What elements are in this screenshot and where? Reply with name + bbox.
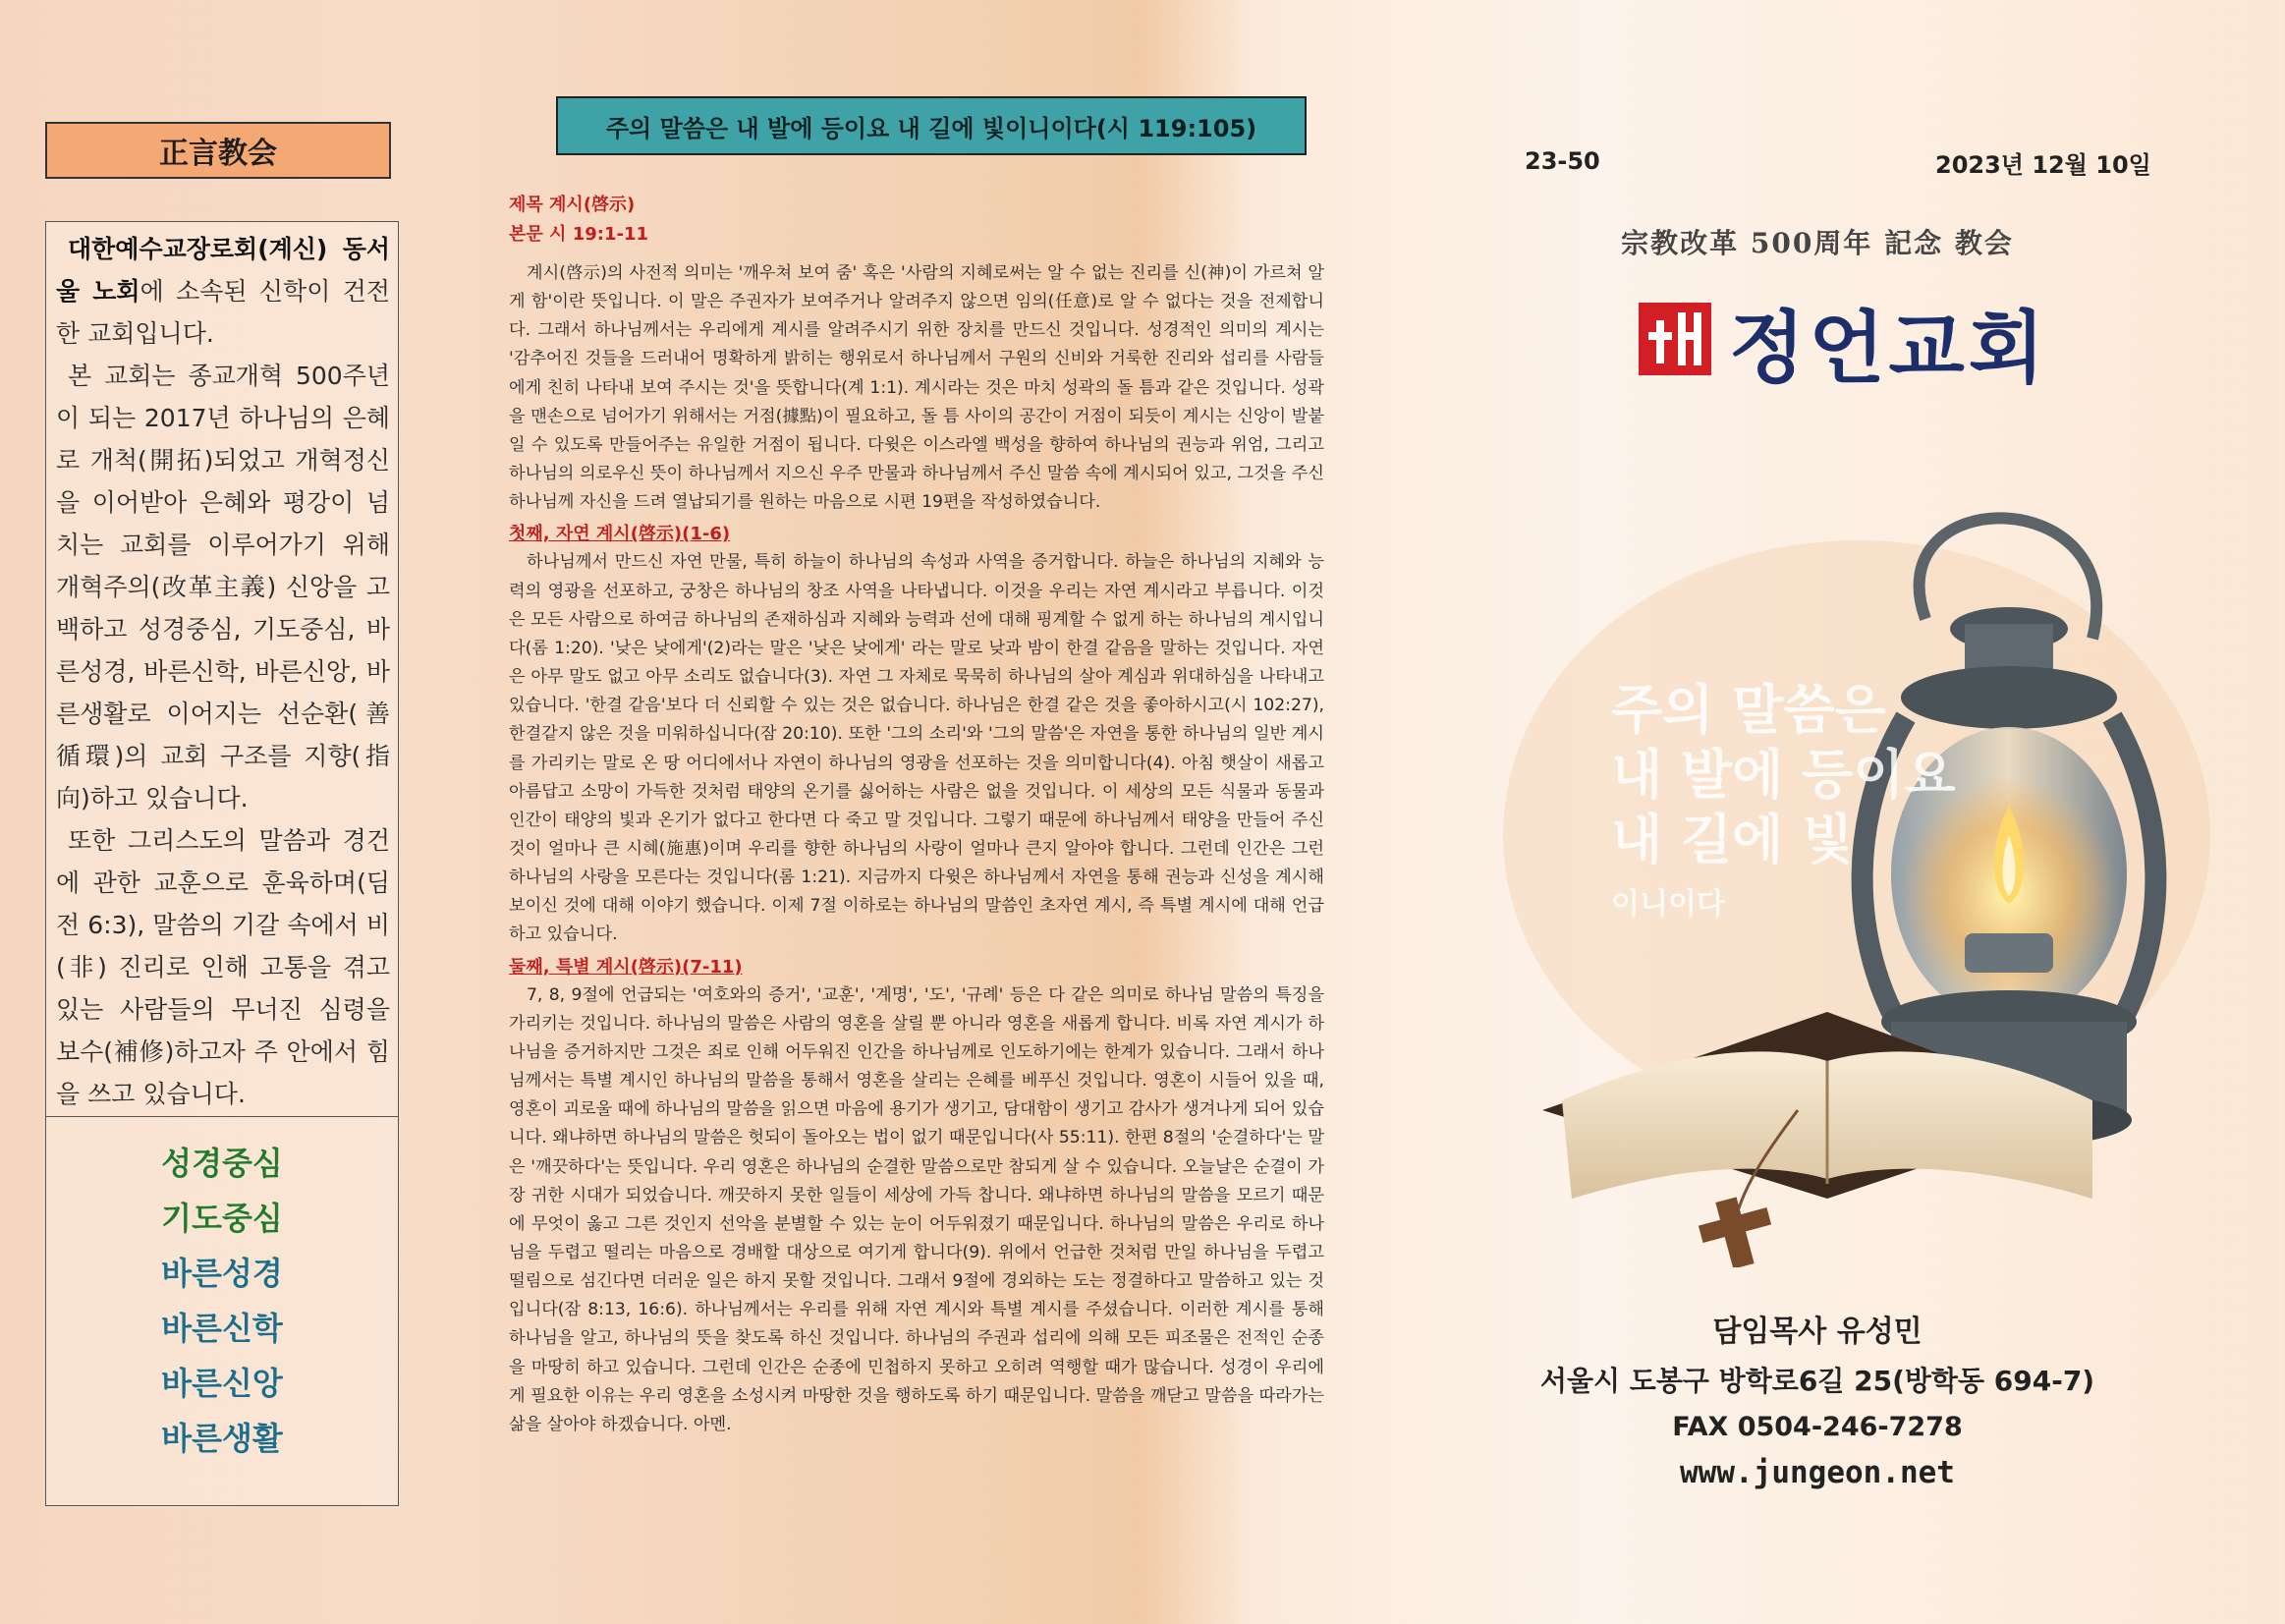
church-intro-text — [56, 228, 390, 1115]
verse-banner: 주의 말씀은 내 발에 등이요 내 길에 빛이니이다(시 119:105) — [556, 96, 1307, 155]
cover-panel — [1375, 0, 2285, 1624]
intro-bold: 대한예수교장로회(계신) 동서울 노회 — [56, 235, 390, 306]
section-body-1: 하나님께서 만드신 자연 만물, 특히 하늘이 하나님의 속성과 사역을 증거합니다. 하늘은 하나님의 지혜와 능력의 영광을 선포하고, 궁창은 하나님의 창조 사역을 나타냅니다. 이것을 우리는 자연 계시라고 부릅니다. 이것은 모든 사람으로 하여금 하나님의 존재하심과 지혜와 능력과 선에 대해 핑계할 수 없게 하는 하나님의 계시입니다(롬 1:20). '낮은 낮에게'(2)라는 말은 '낮은 낮에게' 라는 말로 낮과 밤이 한결 같음을 말하는 것입니다. 자연은 아무 말도 없고 아무 소리도 없습니다(3). 자연 그 자체로 묵묵히 하나님의 살아 계심과 위대하심을 나타내고 있습니다. '한결 같음'보다 더 신뢰할 수 있는 것은 없습니다. 하나님은 한결 같은 것을 좋아하시고(시 102:27), 한결같지 않은 것을 미워하십니다(잠 20:10). 또한 '그의 소리'와 '그의 말씀'은 자연을 통한 하나님의 일반 계시를 가리키는 말로 온 땅 어디에서나 자연이 하나님의 영광을 선포하는 것을 의미합니다(4). 아침 햇살이 새롭고 아름답고 소망이 가득한 것처럼 태양의 온기를 싫어하는 사람은 없을 것입니다. 이 세상의 모든 식물과 동물과 인간이 태양의 빛과 온기가 없다고 한다면 다 죽고 말 것입니다. 그렇기 때문에 하나님께서 태양을 만들어 주신 것이 얼마나 큰 시혜(施惠)이며 우리를 향한 하나님의 사랑이 얼마나 큰지 알아야 합니다. 그런데 인간은 그런 하나님의 사랑을 모른다는 것입니다(롬 1:21). 지금까지 다윗은 하나님께서 자연을 통해 권능과 신성을 계시해 보이신 것에 대해 이야기 했습니다. 이제 7절 이하로는 하나님의 말씀인 초자연 계시, 즉 특별 계시에 대해 언급하고 있습니다. — [509, 552, 1324, 945]
intro-text-span: 본 교회는 종교개혁 500주년이 되는 2017년 하나님의 은혜로 개척(開拓)되었고 개혁정신을 이어받아 은혜와 평강이 넘치는 교회를 이루어가기 위해 개혁주의(改革主義) 신앙을 고백하고 성경중심, 기도중심, 바른성경, 바른신학, 바른신앙, 바른생활로 이어지는 선순환(善循環)의 교회 구조를 지향(指向)하고 있습니다. — [56, 362, 390, 812]
core-value: 바른성경 — [161, 1255, 283, 1292]
core-value: 기도중심 — [161, 1200, 283, 1237]
slogan-line: 이니이다 — [1611, 887, 1725, 922]
intro-text-span: 에 소속된 신학이 건전한 교회입니다. — [56, 277, 390, 348]
section-body-2: 7, 8, 9절에 언급되는 '여호와의 증거', '교훈', '계명', '도', '규례' 등은 다 같은 의미로 하나님 말씀의 특징을 가리키는 것입니다. 하나님의 말씀은 사람의 영혼을 살릴 뿐 아니라 영혼을 새롭게 합니다. 비록 자연 계시가 하나님을 증거하지만 그것은 죄로 인해 어두워진 인간을 하나님께로 인도하기에는 한계가 있습니다. 그래서 하나님께서는 특별 계시인 하나님의 말씀을 통해서 영혼을 살리는 은혜를 베푸신 것입니다. 영혼이 시들어 있을 때, 영혼이 괴로울 때에 하나님의 말씀을 읽으면 마음에 용기가 생기고, 담대함이 생기고 감사가 생겨나게 되어 있습니다. 왜냐하면 하나님의 말씀은 헛되이 돌아오는 법이 없기 때문입니다(사 55:11). 한편 8절의 '순결하다'는 말은 '깨끗하다'는 뜻입니다. 우리 영혼은 하나님의 순결한 말씀으로만 참되게 살 수 있습니다. 오늘날은 순결이 가장 귀한 시대가 되었습니다. 깨끗하지 못한 일들이 세상에 가득 찹니다. 왜냐하면 하나님의 말씀을 모르기 때문에 무엇이 옳고 그른 것인지 선악을 분별할 수 있는 눈이 어두워졌기 때문입니다. 하나님의 말씀은 우리로 하나님을 두렵고 떨리는 마음으로 경배할 대상으로 여기게 합니다(9). 위에서 언급한 것처럼 만일 하나님을 두렵고 떨림으로 섬긴다면 더러운 일은 하지 못할 것입니다. 그래서 9절에 경외하는 도는 정결하다고 말씀하고 있는 것입니다(잠 8:13, 16:6). 하나님께서는 우리를 위해 자연 계시와 특별 계시를 주셨습니다. 이러한 계시를 통해 하나님을 알고, 하나님의 뜻을 찾도록 하신 것입니다. 하나님의 주권과 섭리에 의해 모든 피조물은 전적인 순종을 마땅히 하고 있습니다. 그런데 인간은 순종에 민첩하지 못하고 오히려 역행할 때가 많습니다. 성경이 우리에게 필요한 이유는 우리 영혼을 소성시켜 마땅한 것을 행하도록 하기 때문입니다. 말씀을 깨닫고 말씀을 따라가는 삶을 살아야 하겠습니다. 아멘. — [509, 984, 1324, 1434]
fax-number: FAX 0504-246-7278 — [1672, 1412, 1963, 1442]
church-address: 서울시 도봉구 방학로6길 25(방학동 694-7) — [1539, 1365, 2095, 1397]
box-divider — [46, 1116, 398, 1117]
church-logo-icon — [1639, 303, 1711, 375]
pastor-name: 담임목사 유성민 — [1712, 1315, 1923, 1349]
core-value: 바른생활 — [161, 1420, 283, 1457]
anniversary-subtitle: 宗教改革 500周年 記念 教会 — [1621, 227, 2014, 259]
sermon-panel — [491, 0, 1356, 1624]
intro-text-span: 또한 그리스도의 말씀과 경건에 관한 교훈으로 훈육하며(딤전 6:3), 말씀의 기갈 속에서 비(非) 진리로 인해 고통을 겪고 있는 사람들의 무너진 심령을 보수(補修)하고자 주 안에서 힘을 쓰고 있습니다. — [56, 826, 390, 1108]
core-values-list — [46, 1136, 398, 1466]
slogan-line: 내 길에 빛 — [1611, 809, 1854, 870]
left-panel — [0, 0, 462, 1624]
intro-paragraph-2 — [56, 355, 390, 819]
slogan-line: 내 발에 등이요 — [1611, 744, 1956, 806]
issue-number: 23-50 — [1525, 147, 1600, 175]
website-url: www.jungeon.net — [1680, 1455, 1955, 1490]
issue-date: 2023년 12월 10일 — [1935, 151, 2151, 179]
contact-info — [1375, 1307, 2259, 1495]
sermon-body — [509, 259, 1324, 1439]
intro-paragraph-3 — [56, 819, 390, 1115]
section-heading-1: 첫째, 자연 계시(啓示)(1-6) — [509, 524, 731, 545]
slogan-line: 주의 말씀은 — [1611, 679, 1886, 741]
church-name: 정언교회 — [1729, 303, 2049, 394]
sermon-meta — [509, 191, 648, 250]
core-value: 바른신학 — [161, 1310, 283, 1347]
sermon-scripture: 본문 시 19:1-11 — [509, 224, 648, 245]
church-intro-box — [45, 221, 399, 1506]
sermon-intro-paragraph: 계시(啓示)의 사전적 의미는 '깨우쳐 보여 줌' 혹은 '사람의 지혜로써는 알 수 없는 진리를 신(神)이 가르쳐 알게 함'이란 뜻입니다. 이 말은 주권자가 보여주거나 알려주지 않으면 임의(任意)로 알 수 없다는 것을 전제합니다. 그래서 하나님께서는 우리에게 계시를 알려주시기 위한 장치를 만드신 것입니다. 성경적인 의미의 계시는 '감추어진 것들을 드러내어 명확하게 밝히는 행위로서 하나님께서 구원의 신비와 거룩한 진리와 섭리를 사람들에게 친히 나타내 보여 주시는 것'을 뜻합니다(계 1:1). 계시라는 것은 마치 성곽의 돌 틈과 같은 것입니다. 성곽을 맨손으로 넘어가기 위해서는 거점(據點)이 필요하고, 돌 틈 사이의 공간이 거점이 되듯이 계시는 신앙이 발붙일 수 있도록 만들어주는 유일한 거점이 됩니다. 다윗은 이스라엘 백성을 향하여 하나님의 권능과 위엄, 그리고 하나님의 의로우신 뜻이 하나님께서 지으신 우주 만물과 하나님께서 주신 말씀 속에 계시되어 있고, 그것을 주신 하나님께 자신을 드려 열납되기를 원하는 마음으로 시편 19편을 작성하였습니다. — [509, 263, 1324, 513]
core-value: 바른신앙 — [161, 1365, 283, 1402]
sermon-title: 제목 계시(啓示) — [509, 195, 636, 215]
intro-paragraph-1 — [56, 228, 390, 355]
core-value: 성경중심 — [161, 1145, 283, 1182]
section-heading-2: 둘째, 특별 계시(啓示)(7-11) — [509, 956, 743, 978]
slogan-watermark — [1611, 678, 1956, 937]
church-label: 正言教会 — [45, 122, 391, 179]
